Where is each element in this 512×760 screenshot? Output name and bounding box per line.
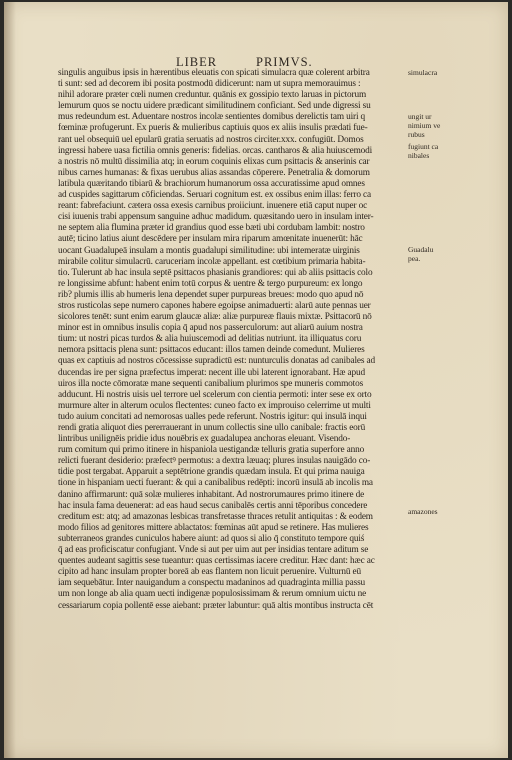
margin-note	[408, 142, 468, 160]
text-line: fœminæ profugerunt. Ex pueris & mulieribus captiuis quos ex aliis insulis prædati fue-	[58, 123, 368, 134]
text-line: cipito ad hanc insulam propter boreā ab eas flantem non licuit peruenire. Vulturnū eū	[58, 567, 362, 578]
text-line: adducunt. Hi nostris uisis uel terrore uel scelerum con cientia permoti: inter sese ex orto	[58, 389, 372, 400]
text-line: quentes audeant sagittis sese tueantur: quas certissimas iacere creditur. Hæc dant: hæc ac	[58, 556, 375, 567]
text-line: ingressi habere uasa fictilia omnis generis: fidelias. orcas. cantharos & alia huiuscemodi	[58, 145, 373, 156]
text-line: stros rusticolas sepe numero capones habere egoipse animaduerti: alarū aute pennas uer	[58, 300, 371, 311]
text-line: tione in hispaniam uecti fuerant: & qui a canibalibus redēpti: incorū insulā ab incolis ma	[58, 478, 373, 489]
header-liber: LIBER	[176, 55, 218, 69]
text-line: cisi iuuenis trabi appensum sanguine adhuc madidum. quæsitando uero in insulam inter-	[58, 212, 374, 223]
text-line: reant: fabrefaciunt. cætera ossa exesis carnibus proiiciunt. inuenere etiā caput nuper oc	[58, 201, 368, 212]
text-line: uiros illa nocte cōmoratæ mane sequenti canibalium plurimos spe muneris commotos	[58, 378, 364, 389]
text-line: rib? plumis illis ab humeris lena dependet super purpureas breues: modo quo apud nō	[58, 289, 364, 300]
text-line: mus redeundum est. Aduentare nostros incolæ sentientes domibus derelictis tam uiri q	[58, 112, 366, 123]
text-line: ad cuspides sagittarum cōficiendas. Seruari cognitum est. ex ossibus enim illas: ferro ca	[58, 190, 371, 201]
text-line: um non longe ab alia quam uecti indigenæ populosissimam & rerum omnium uictu ne	[58, 589, 367, 600]
margin-note-line: nimium ve	[408, 121, 441, 130]
text-line: uocant Guadalupeā insulam a montis guadalupi similitudine: ubi intemeratæ uirginis	[58, 245, 360, 256]
header-primus: PRIMVS.	[256, 55, 313, 69]
text-line: ti sunt: sed ad decorem ibi posita postmodū didicerunt: nam ut supra memorauimus :	[58, 79, 361, 90]
margin-note-line: ungit ur	[408, 112, 432, 121]
text-line: creditum est: atq; ad amazonas lesbicas transfretasse thraces retulit antiquitas : & eodem	[58, 511, 373, 522]
text-line: tium: ut nostri picas turdos & alia huiuscemodi ad delitias nutriunt. ita illiquatus coru	[58, 334, 362, 345]
margin-note	[408, 68, 468, 77]
text-line: a nostris nō multū dissimilia atq; in eorum coquinis elixas cum psittacis & anserinis car	[58, 156, 370, 167]
text-line: ducendas ire per signa præfectus imperat: necent ille ubi laterent ignorabant. Hæ apud	[58, 367, 365, 378]
text-line: murmure alter in alterum oculos flectentes: cuneo facto ex improuiso celerrime ut multi	[58, 400, 371, 411]
margin-note-line: pea.	[408, 254, 421, 263]
text-line: iam sequebātur. Inter nauigandum a conspectu madaninos ad quadraginta millia passu	[58, 578, 366, 589]
margin-note	[408, 507, 468, 516]
text-line: lintribus unilignēis pridie idus nouēbris ex guadalupea anchoras eleuant. Visendo-	[58, 434, 351, 445]
text-line: latibula quæritando tibiarū & brachiorum humanorum ossa accuratissime apud omnes	[58, 178, 365, 189]
text-line: nibus carnes humanas: & fixas uerubus alias assandas cōperere. Penetralia & domorum	[58, 167, 370, 178]
text-line: danino affirmarunt: quā solæ mulieres inhabitant. Ad nostrorumaures primo itinere de	[58, 489, 365, 500]
margin-note-line: simulacra	[408, 68, 438, 77]
running-header	[4, 55, 508, 69]
margin-note-line: fugiunt ca	[408, 142, 439, 151]
text-line: relicti fuerant desiderio: præfectꝰ permotus: a dextra læuaq; plures insulas nauigādo co-	[58, 456, 371, 467]
text-line: nemora psittacis plena sunt: psittacos educant: illos tamen deinde comedunt. Mulieres	[58, 345, 365, 356]
text-line: tidie post tergabat. Apparuit a septētrione grandis quædam insula. Et qui prima nauiga	[58, 467, 365, 478]
text-line: hac insula fama deuenerat: ad eas haud secus canibalēs certis anni tēporibus concedere	[58, 500, 368, 511]
text-line: singulis anguibus ipsis in hærentibus eleuatis con spicati simulacra quæ colerent arbitra	[58, 68, 370, 78]
text-line: quas ex captiuis ad nostros cōcessisse supradictū est: nunturculis donatas ad canibales ad	[58, 356, 375, 367]
margin-note-line: amazones	[408, 507, 438, 516]
margin-note-line: rubus	[408, 130, 425, 139]
text-line: mirabile colitur simulacrū. caruceriam incolæ appellant. est cœtibium primaria habita-	[58, 256, 366, 267]
margin-note	[408, 112, 468, 139]
margin-note-line: nibales	[408, 151, 430, 160]
text-line: tudo auium concitati ad nemorosas ualles pede referunt. Nostris igitur: qui insulā inqui	[58, 411, 367, 422]
text-line: rum comitum qui primo itinere in hispaniola uestigandæ telluris gratia superfore anno	[58, 445, 365, 456]
text-line: subterraneos grandes cuniculos habere aiunt: ad quos si alio q̄ constituto tempore quiś	[58, 533, 365, 544]
text-line: minor est in omnibus insulis copia q̄ apud nos passerculorum: aut aliarū auium nostra	[58, 323, 363, 334]
text-line: re longissime abfunt: habent enim totū corpus & uentre & tergo purpureum: ex longo	[58, 278, 363, 289]
gutter-shadow	[4, 2, 16, 758]
text-line: q̄ ad eas proficiscatur confugiant. Vnde si aut per uim aut per insidias tentare aditum se	[58, 545, 369, 556]
text-line: ne septem alia flumina præter id grandius quod esse bæti ubi cordubam lambit: nostro	[58, 223, 365, 234]
text-line: modo filios ad genitores mittere ablactatos: fœminas aūt apud se retinere. Has mulieres	[58, 522, 369, 533]
main-text-block	[58, 68, 406, 612]
text-line: rant uel obsequiū uel epularū gratia seruatis ad nostros circiter.xxx. confugiūt. Domos	[58, 134, 364, 145]
text-line: rendi gratia aliquot dies pererrauerant in unum collectis sine ullo canibale: fractis eorū	[58, 423, 366, 433]
text-line: sicolores tenēt: sunt enim earum glaucæ aliæ: aliæ purpureæ flauis mixtæ. Psittacorū nō	[58, 312, 372, 323]
text-line: lemurum quos se noctu uidere prædicant similitudinem conficiant. Sed unde digressi su	[58, 101, 371, 112]
text-line: nihil adorare præter cœli numen creduntur. quānis ex gossipio texto laruas in pictorum	[58, 90, 367, 101]
margin-note	[408, 245, 468, 263]
text-line: autē; ticino latius aiunt descēdere per insulam mira riparum amœnitate inuenerūt: hāc	[58, 234, 363, 245]
text-line: tio. Tulerunt ab hac insula septē psittacos phasianis grandiores: qui ab aliis psittacis colo	[58, 267, 373, 278]
margin-note-line: Guadalu	[408, 245, 434, 254]
manuscript-page	[4, 2, 508, 758]
text-line: cessariarum copia pollentē esse aiebant: præter labuntur: quā altis montibus instructa cēt	[58, 600, 374, 611]
